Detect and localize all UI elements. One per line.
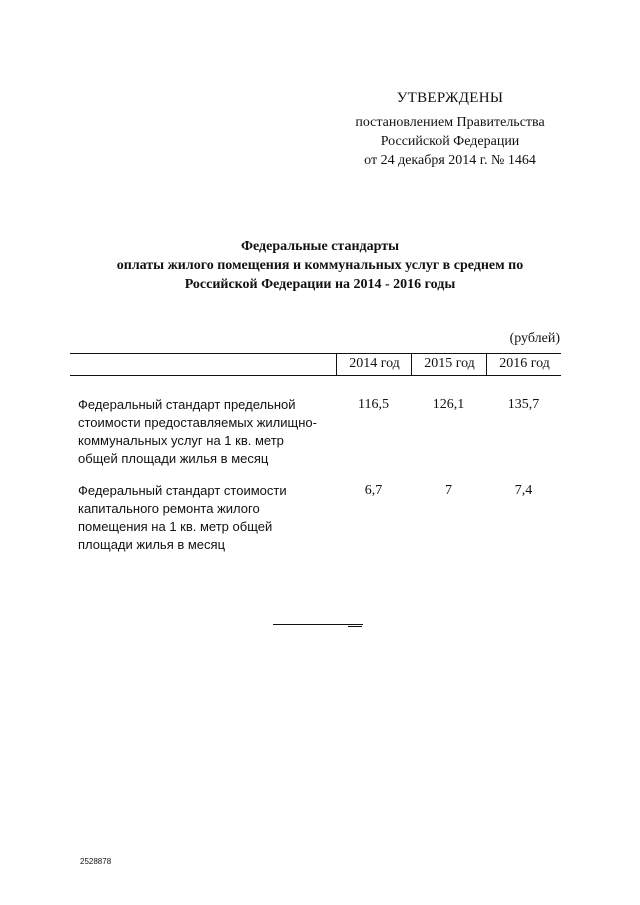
row-label-line: коммунальных услуг на 1 кв. метр: [78, 433, 284, 448]
row-label-line: площади жилья в месяц: [78, 537, 226, 552]
table-row-label: [78, 482, 343, 554]
table-cell: 6,7: [364, 483, 383, 498]
approval-line-3: от 24 декабря 2014 г. № 1464: [364, 153, 536, 168]
end-separator-short: [348, 626, 362, 627]
column-header-2014: 2014 год: [336, 353, 412, 375]
approval-heading: УТВЕРЖДЕНЫ: [396, 90, 504, 106]
table-header-rule: [70, 375, 561, 376]
end-separator: [273, 624, 363, 625]
row-label-line: общей площади жилья в месяц: [78, 451, 269, 466]
table-cell: 116,5: [358, 397, 389, 412]
table-row-label: [78, 396, 343, 468]
column-header-2016: 2016 год: [486, 353, 562, 375]
approval-line-1: постановлением Правительства: [355, 115, 545, 130]
column-header-2015: 2015 год: [411, 353, 487, 375]
document-number: 2528878: [80, 857, 112, 866]
table-cell: 135,7: [507, 397, 540, 412]
title-line-1: Федеральные стандарты: [240, 239, 400, 254]
approval-line-2: Российской Федерации: [380, 134, 520, 149]
table-cell: 7: [445, 483, 452, 498]
table-cell: 126,1: [432, 397, 465, 412]
row-label-line: Федеральный стандарт стоимости: [78, 483, 287, 498]
row-label-line: капитального ремонта жилого: [78, 501, 260, 516]
title-line-2: оплаты жилого помещения и коммунальных услуг в среднем по: [116, 258, 524, 273]
row-label-line: помещения на 1 кв. метр общей: [78, 519, 273, 534]
approval-block: [340, 90, 560, 170]
row-label-line: Федеральный стандарт предельной: [78, 397, 296, 412]
document-title: [70, 237, 570, 294]
unit-label: (рублей): [509, 331, 560, 346]
table-cell: 7,4: [514, 483, 533, 498]
title-line-3: Российской Федерации на 2014 - 2016 годы: [184, 277, 456, 292]
row-label-line: стоимости предоставляемых жилищно-: [78, 415, 317, 430]
